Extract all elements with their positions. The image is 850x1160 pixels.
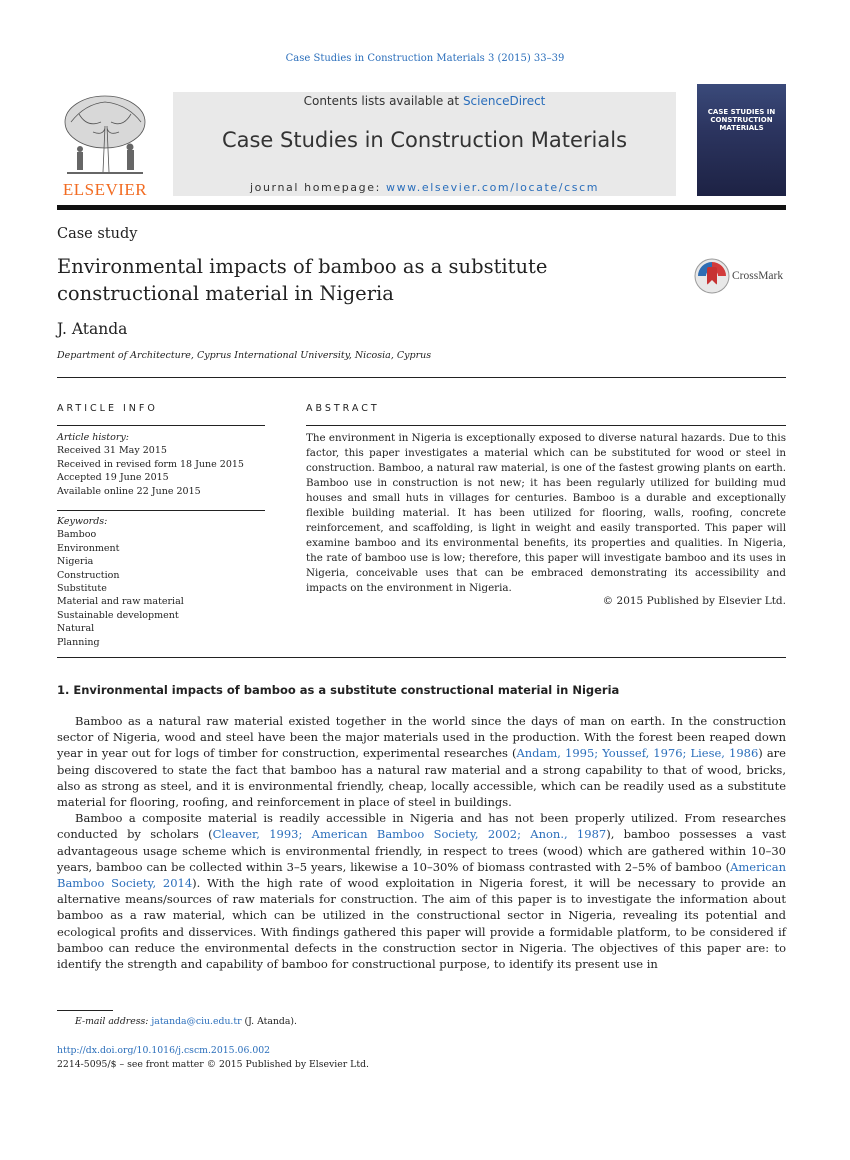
keyword: Nigeria (57, 556, 94, 568)
citation-link[interactable]: American Bamboo Society, 2014 (57, 859, 786, 891)
keyword: Construction (57, 569, 120, 581)
journal-cover-image (697, 84, 786, 196)
email-link[interactable]: jatanda@ciu.edu.tr (151, 1016, 242, 1027)
keyword: Substitute (57, 583, 107, 595)
homepage-link[interactable]: www.elsevier.com/locate/cscm (385, 181, 600, 194)
history-item: Received in revised form 18 June 2015 (57, 458, 244, 470)
author-affiliation: Department of Architecture, Cyprus International University, Nicosia, Cyprus (57, 350, 432, 361)
crossmark-icon[interactable] (694, 258, 730, 294)
history-item: Received 31 May 2015 (57, 445, 167, 457)
text-run: ). With the high rate of wood exploitation in Nigeria forest, it will be necessary to provide an alternative means/sources of raw materials for construction. The aim of this paper is to investigate the information about bamboo as a raw material, which can be utilized in the constructional sector in Nigeria, revealing its potential and ecological profits and disservices. With findings gathered this paper will provide a formidable platform, to be considered if bamboo can reduce the environmental defects in the construction sector in Nigeria. The objectives of this paper are: to identify the strength and capability of bamboo for constructional purpose, to identify its present use in (57, 876, 786, 972)
homepage-prefix: journal homepage: (249, 181, 386, 194)
text-run: Bamboo as a natural raw material existed together in the world since the days of man on earth. In the construction sector of Nigeria, wood and steel have been the major materials used in the production. With the forest been reaped down year in year out for logs of timber for construction, experimental researches ( (57, 714, 786, 761)
doi-link[interactable]: http://dx.doi.org/10.1016/j.cscm.2015.06.002 (57, 1045, 271, 1056)
journal-reference-link[interactable]: Case Studies in Construction Materials 3 (2015) 33–39 (285, 53, 565, 64)
keywords-list (57, 515, 184, 649)
paper-title-line-1: Environmental impacts of bamboo as a substitute (57, 255, 548, 278)
contents-prefix: Contents lists available at (303, 94, 463, 108)
sciencedirect-link[interactable]: ScienceDirect (462, 94, 546, 108)
article-info-heading: ARTICLE INFO (57, 403, 158, 414)
contents-line (173, 94, 676, 108)
email-label: E-mail address: (75, 1016, 152, 1027)
paragraph (57, 713, 786, 810)
keyword: Planning (57, 636, 100, 648)
keyword: Natural (57, 623, 95, 635)
paragraph (57, 810, 786, 972)
issn-line: 2214-5095/$ – see front matter © 2015 Published by Elsevier Ltd. (57, 1059, 369, 1070)
abstract-text: The environment in Nigeria is exceptionally exposed to diverse natural hazards. Due to this factor, this paper investigates a material which can be substituted for wood or steel in construction. Bamboo, a natural raw material, is one of the fastest growing plants on earth. Bamboo use in construction is not new; it has been regularly utilized for building mud houses and small huts in villages for centuries. Bamboo is a durable and exceptionally flexible building material. It has been utilized for flooring, walls, roofing, concrete reinforcement, and scaffolding, is light in weight and easily transported. This paper will examine bamboo and its environmental benefits, its properties and qualities. In Nigeria, the rate of bamboo use is low; therefore, this paper will investigate bamboo and its uses in Nigeria, conceivable uses that can be embraced demonstrating its accessibility and impacts on the environment in Nigeria. (306, 432, 786, 594)
text-run: Bamboo a composite material is readily accessible in Nigeria and has not been properly utilized. From researches conducted by scholars ( (57, 811, 786, 842)
homepage-line (173, 181, 676, 194)
history-item: Accepted 19 June 2015 (57, 472, 169, 484)
body-text (57, 713, 786, 972)
abstract-bottom-divider (57, 657, 786, 658)
abstract-copyright: © 2015 Published by Elsevier Ltd. (602, 595, 786, 607)
section-heading: 1. Environmental impacts of bamboo as a substitute constructional material in Nigeria (57, 683, 620, 697)
doi-line (57, 1045, 270, 1056)
abstract-divider (306, 425, 786, 426)
paper-title (57, 253, 617, 307)
keywords-label: Keywords: (57, 516, 108, 527)
email-footnote (57, 1016, 297, 1027)
history-item: Available online 22 June 2015 (57, 485, 201, 497)
keyword: Bamboo (57, 529, 97, 541)
text-run: ), bamboo possesses a vast advantageous usage scheme which is environmental friendly, in respect to trees (wood) which are gathered within 10–30 years, bamboo can be collected within 3–5 years, likewise a 10–30% of biomass contrasted with 2–5% of bamboo ( (57, 827, 786, 874)
history-label: Article history: (57, 432, 129, 443)
keyword: Sustainable development (57, 609, 179, 621)
keyword: Environment (57, 542, 120, 554)
journal-cover-title: CASE STUDIES IN CONSTRUCTION MATERIALS (707, 108, 776, 132)
masthead-divider (57, 205, 786, 210)
text-run: ) are being discovered to state the fact that bamboo has a natural raw material and a strong capability to that of wood, bricks, also as strong as steel, and it is environmental friendly, cheap, locally accessible, which can be readily used as a substitute material for flooring, roofing, and reinforcement in place of steel in buildings. (57, 746, 786, 810)
elsevier-wordmark: ELSEVIER (62, 180, 148, 199)
email-suffix: (J. Atanda). (241, 1016, 297, 1027)
keywords-divider (57, 510, 265, 511)
keyword: Material and raw material (57, 596, 184, 608)
journal-title: Case Studies in Construction Materials (221, 128, 628, 152)
title-divider (57, 377, 786, 378)
article-info-divider (57, 425, 265, 426)
article-history (57, 431, 244, 498)
author-name: J. Atanda (57, 320, 128, 338)
crossmark-label[interactable]: CrossMark (732, 270, 784, 282)
article-type: Case study (57, 226, 138, 242)
footnote-rule (57, 1010, 113, 1011)
citation-link[interactable]: Andam, 1995; Youssef, 1976; Liese, 1986 (516, 746, 759, 761)
abstract-heading: ABSTRACT (306, 403, 380, 414)
paper-title-line-2: constructional material in Nigeria (57, 282, 394, 305)
citation-link[interactable]: Cleaver, 1993; American Bamboo Society, 2002; Anon., 1987 (212, 827, 607, 842)
